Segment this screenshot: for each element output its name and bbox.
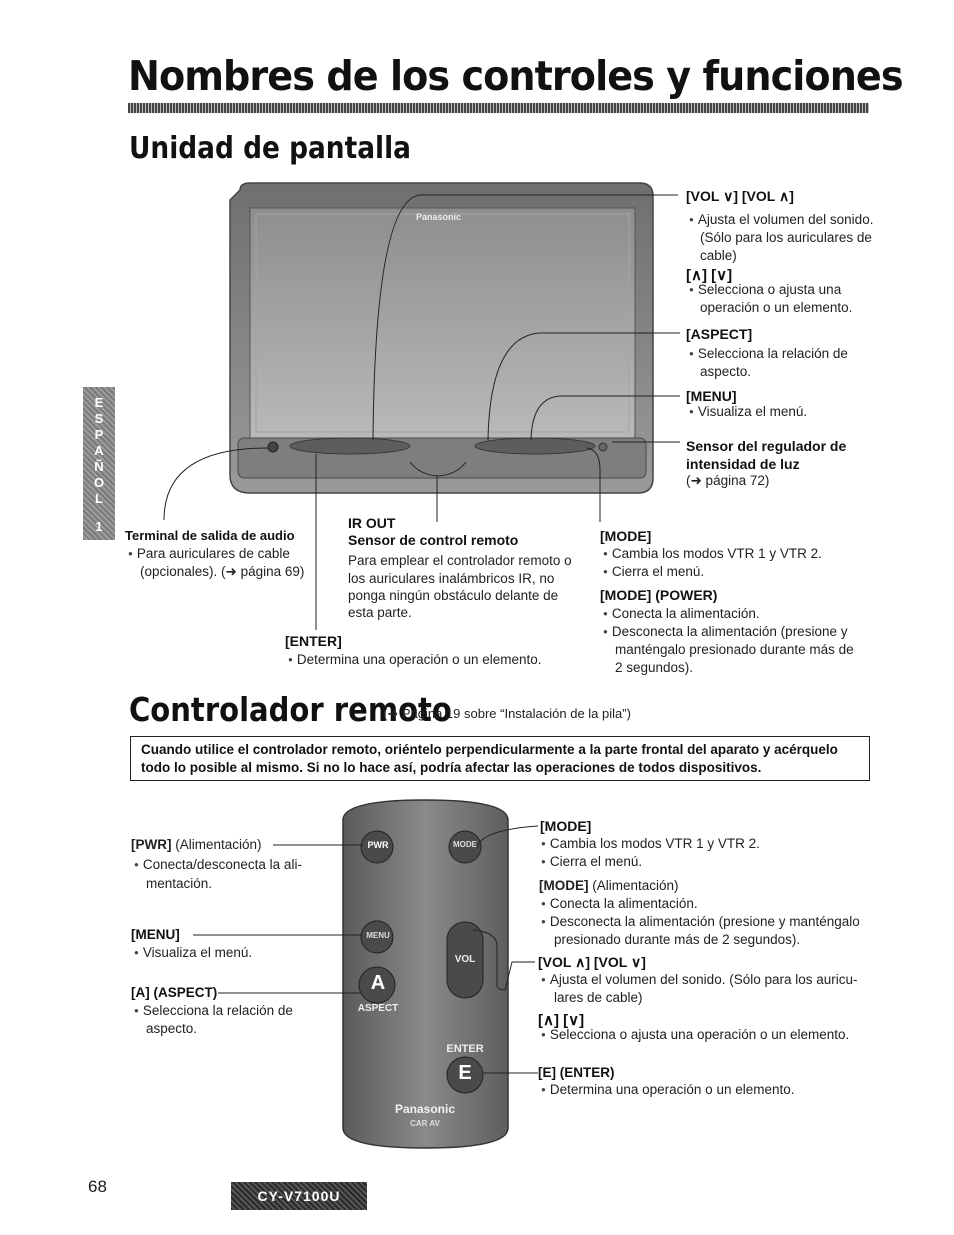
remote-pwr-label: [PWR] [131,837,172,852]
remote-updown-desc-1: ● Selecciona o ajusta una operación o un elemento. [541,1026,849,1044]
remote-mode-button[interactable]: MODE [453,840,477,849]
ir-desc-3: ponga ningún obstáculo delante de [348,588,559,603]
audio-out-desc-2: (opcionales). (➜ página 69) [140,564,305,579]
remote-menu-label: [MENU] [131,927,180,942]
aspect-desc-1: ● Selecciona la relación de [689,345,848,363]
remote-e-button[interactable]: E [458,1062,472,1084]
mode-desc-2: ● Cierra el menú. [603,563,704,581]
menu-desc-1: ● Visualiza el menú. [689,403,807,421]
remote-brand-logo: Panasonic [394,1102,456,1116]
ir-desc-4: esta parte. [348,605,412,620]
ir-desc-2: los auriculares inalámbricos IR, no [348,571,555,586]
ir-desc-1: Para emplear el controlador remoto o [348,553,572,568]
monitor-brand-text: Panasonic [416,212,462,222]
vol-desc-3: cable) [700,248,737,263]
model-badge: CY-V7100U [231,1182,367,1210]
remote-vol-desc-2: lares de cable) [554,990,643,1005]
updown-desc-1: ● Selecciona o ajusta una [689,281,841,299]
remote-vol-desc-1: ● Ajusta el volumen del sonido. (Sólo para los auricu- [541,971,858,989]
remote-aspect-label: ASPECT [357,1003,399,1014]
remote-enter-desc-1: ● Determina una operación o un elemento. [541,1081,795,1099]
remote-a-button[interactable]: A [370,972,386,994]
vol-desc-1: ● Ajusta el volumen del sonido. [689,211,873,229]
mode-label: [MODE] [600,528,652,544]
remote-mode-power-desc-3: presionado durante más de 2 segundos). [554,932,801,947]
aspect-desc-2: aspecto. [700,364,752,379]
side-tab-letter: P [94,427,104,442]
side-tab-letter: O [93,475,105,490]
side-tab-letter: A [94,443,104,458]
remote-mode-label: [MODE] [540,818,592,834]
side-tab-letter: E [94,395,104,410]
remote-pwr-desc-1: ● Conecta/desconecta la ali- [134,856,302,874]
remote-enter-label-text: [E] (ENTER) [538,1065,615,1080]
remote-notice-box [130,736,870,781]
page-number: 68 [88,1177,107,1196]
remote-vol-label: [VOL ∧] [VOL ∨] [538,954,646,970]
mode-power-label: [MODE] (POWER) [600,587,718,603]
vol-label: [VOL ∨] [VOL ∧] [686,188,794,204]
aspect-label: [ASPECT] [686,326,753,342]
remote-pwr-desc-2: mentación. [146,876,213,891]
remote-notice-text: Cuando utilice el controlador remoto, oriéntelo perpendicularmente a la parte frontal del aparato y acérquelo todo lo posible al mismo. Si no lo hace así, podría afectar las operaciones de todos dispositivos. [141,742,838,775]
remote-mode-power-label: [MODE] [539,878,589,893]
dimmer-label-2: intensidad de luz [686,456,800,472]
dimmer-label-1: Sensor del regulador de [686,438,847,454]
mode-power-desc-4: 2 segundos). [615,660,694,675]
ir-sensor-label: Sensor de control remoto [348,532,519,548]
enter-desc-1: ● Determina una operación o un elemento. [288,651,542,669]
side-tab-letter: Ñ [94,459,104,474]
remote-aspect-desc-2: aspecto. [146,1021,198,1036]
remote-menu-button[interactable]: MENU [366,931,390,940]
remote-mode-power-desc-1: ● Conecta la alimentación. [541,895,698,913]
updown-label: [∧] [∨] [686,267,733,284]
remote-vol-button[interactable]: VOL [454,954,476,965]
remote-pwr-button[interactable]: PWR [367,840,389,850]
menu-label: [MENU] [686,388,737,404]
remote-menu-desc-1: ● Visualiza el menú. [134,944,252,962]
mode-power-desc-3: manténgalo presionado durante más de [615,642,854,657]
updown-desc-2: operación o un elemento. [700,300,853,315]
ir-out-label: IR OUT [348,515,396,531]
remote-mode-desc-1: ● Cambia los modos VTR 1 y VTR 2. [541,835,760,853]
dimmer-ref: (➜ página 72) [686,473,770,488]
remote-mode-power-desc-2: ● Desconecta la alimentación (presione y manténgalo [541,913,860,931]
monitor-body [230,183,653,493]
audio-out-desc-1: ● Para auriculares de cable [128,545,290,563]
audio-out-label: Terminal de salida de audio [125,528,295,543]
remote-mode-power-label-suffix: (Alimentación) [588,878,679,893]
remote-updown-label: [∧] [∨] [538,1012,585,1029]
remote-mode-desc-2: ● Cierra el menú. [541,853,642,871]
remote-pwr-callout [131,836,262,854]
remote-car-av-label: CAR AV [410,1119,440,1128]
page-title: Nombres de los controles y funciones [128,52,903,100]
remote-heading: Controlador remoto [129,690,452,729]
vol-desc-2: (Sólo para los auriculares de [700,230,872,245]
side-tab-letter: 1 [95,519,103,534]
mode-desc-1: ● Cambia los modos VTR 1 y VTR 2. [603,545,822,563]
remote-pwr-label-suffix: (Alimentación) [171,837,262,852]
remote-heading-ref: (➜ Página 19 sobre “Instalación de la pila”) [383,706,631,721]
display-unit-heading: Unidad de pantalla [129,131,411,166]
remote-enter-label: ENTER [446,1043,484,1055]
remote-mode-power-callout [539,877,679,895]
remote-aspect-desc-1: ● Selecciona la relación de [134,1002,293,1020]
side-tab-letter: L [95,491,103,506]
mode-power-desc-2: ● Desconecta la alimentación (presione y [603,623,847,641]
enter-label: [ENTER] [285,633,342,649]
mode-power-desc-1: ● Conecta la alimentación. [603,605,760,623]
side-tab-letter: S [94,411,104,426]
remote-aspect-label-text: [A] (ASPECT) [131,985,218,1000]
